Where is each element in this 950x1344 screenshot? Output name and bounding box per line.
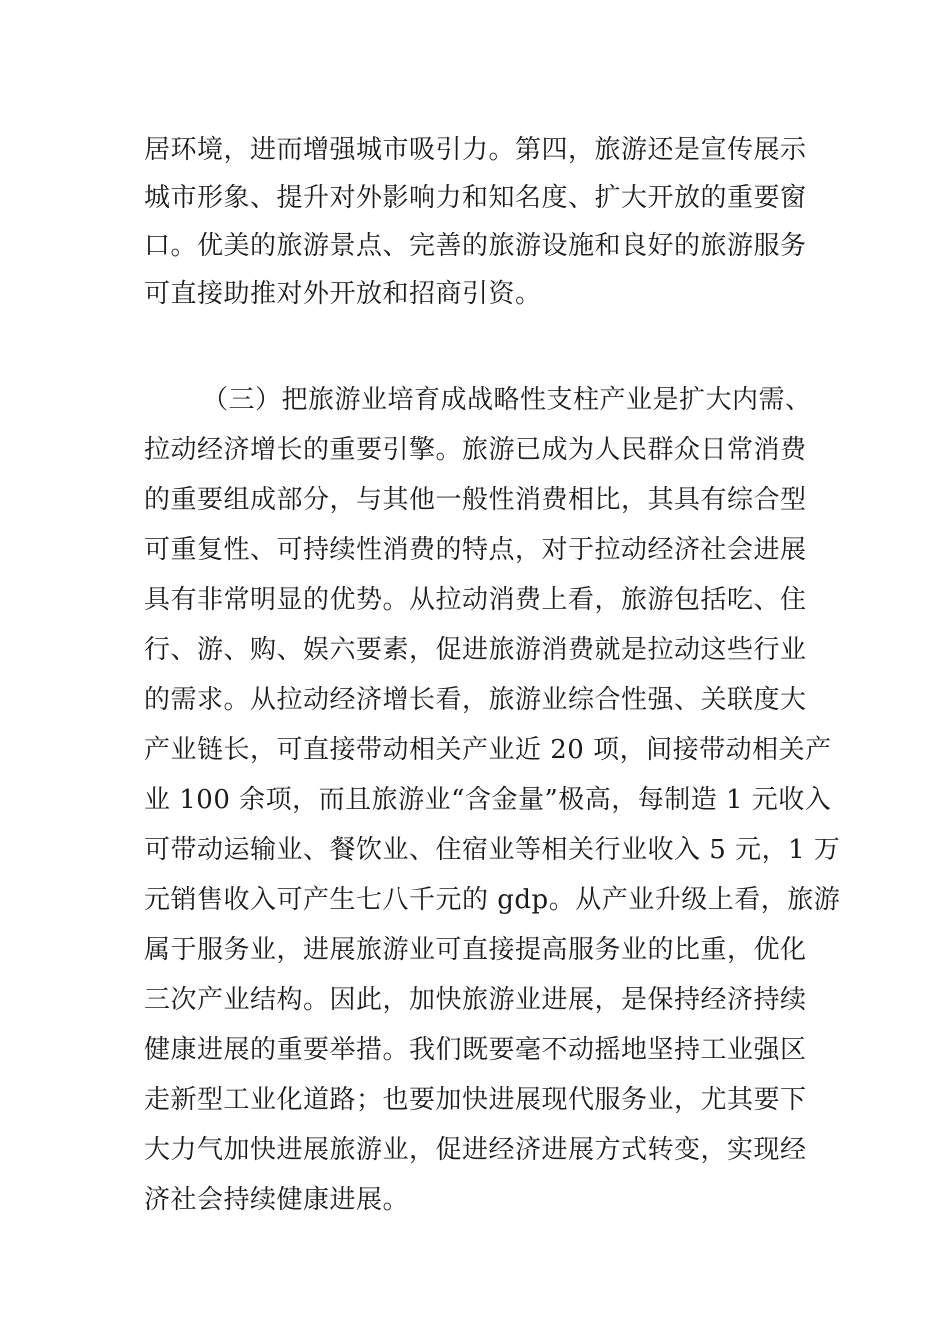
paragraph-2-line-3: 的重要组成部分，与其他一般性消费相比，其具有综合型: [144, 485, 807, 515]
paragraph-2-line-10: 可带动运输业、餐饮业、住宿业等相关行业收入 5 元，1 万: [144, 835, 841, 865]
paragraph-2-line-11: 元销售收入可产生七八千元的 gdp。从产业升级上看，旅游: [144, 885, 841, 915]
paragraph-1-line-3: 口。优美的旅游景点、完善的旅游设施和良好的旅游服务: [144, 231, 807, 261]
paragraph-1-line-2: 城市形象、提升对外影响力和知名度、扩大开放的重要窗: [144, 183, 807, 213]
paragraph-1-line-4: 可直接助推对外开放和招商引资。: [144, 279, 542, 309]
paragraph-1-line-1: 居环境，进而增强城市吸引力。第四，旅游还是宣传展示: [144, 135, 807, 165]
paragraph-2-line-15: 走新型工业化道路；也要加快进展现代服务业，尤其要下: [144, 1085, 807, 1115]
paragraph-2-line-8: 产业链长，可直接带动相关产业近 20 项，间接带动相关产: [144, 735, 832, 765]
paragraph-2-line-16: 大力气加快进展旅游业，促进经济进展方式转变，实现经: [144, 1135, 807, 1165]
paragraph-2-line-2: 拉动经济增长的重要引擎。旅游已成为人民群众日常消费: [144, 435, 807, 465]
paragraph-2-line-6: 行、游、购、娱六要素，促进旅游消费就是拉动这些行业: [144, 635, 807, 665]
paragraph-2-line-9: 业 100 余项，而且旅游业“含金量”极高，每制造 1 元收入: [144, 785, 832, 815]
paragraph-2-line-1: （三）把旅游业培育成战略性支柱产业是扩大内需、: [202, 385, 812, 415]
paragraph-2-line-14: 健康进展的重要举措。我们既要毫不动摇地坚持工业强区: [144, 1035, 807, 1065]
paragraph-2-line-5: 具有非常明显的优势。从拉动消费上看，旅游包括吃、住: [144, 585, 807, 615]
paragraph-2-line-13: 三次产业结构。因此，加快旅游业进展，是保持经济持续: [144, 985, 807, 1015]
paragraph-2-line-4: 可重复性、可持续性消费的特点，对于拉动经济社会进展: [144, 535, 807, 565]
paragraph-2-line-12: 属于服务业，进展旅游业可直接提高服务业的比重，优化: [144, 935, 807, 965]
paragraph-2-line-7: 的需求。从拉动经济增长看，旅游业综合性强、关联度大: [144, 685, 807, 715]
paragraph-2-line-17: 济社会持续健康进展。: [144, 1185, 410, 1215]
